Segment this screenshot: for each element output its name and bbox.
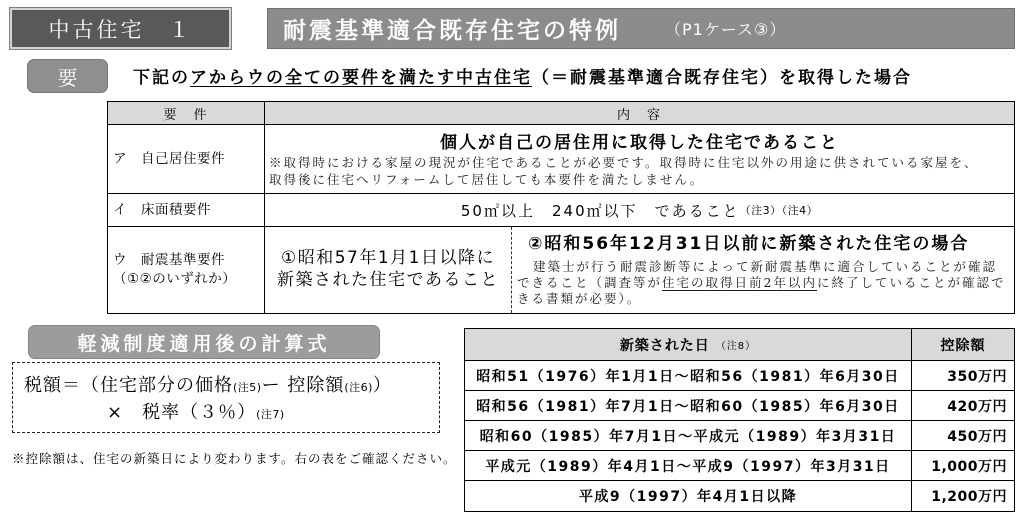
deduction-header-amount	[912, 329, 1014, 361]
table-row-amount: 1,000万円	[912, 451, 1014, 481]
seismic-option1	[265, 227, 512, 313]
floor-area-content-cell	[265, 194, 1014, 227]
seismic-option2-title: ②昭和56年12月31日以前に新築された住宅の場合	[528, 234, 970, 254]
requirement-intro	[133, 66, 912, 90]
table-row-date: 平成元（1989）年4月1日～平成9（1997）年3月31日	[465, 451, 912, 481]
self-residence-label-cell	[108, 125, 265, 194]
table-row-date: 平成9（1997）年4月1日以降	[465, 481, 912, 511]
requirement-badge	[27, 59, 108, 93]
page-title-case-note: （P1ケース③）	[665, 20, 787, 39]
formula-line1-part1: 税額＝（住宅部分の価格	[24, 375, 233, 396]
formula-line1	[24, 374, 392, 400]
formula-ref-7: (注7)	[256, 408, 285, 421]
note-line2-underlined: 住宅の取得日前2年以内	[662, 275, 817, 290]
table-row-amount: 1,200万円	[931, 489, 1007, 505]
self-residence-note-line2: 取得後に住宅へリフォームして居住しても本要件を満たしません。	[269, 172, 705, 187]
formula-title-bar	[28, 325, 380, 359]
table-row-amount: 350万円	[912, 361, 1014, 391]
formula-title: 軽減制度適用後の計算式	[77, 332, 331, 355]
seismic-option1-line1: ①昭和57年1月1日以降に	[280, 248, 495, 268]
seismic-option2-note-line2	[517, 275, 1014, 291]
floor-area-note-refs: （注3）（注4）	[739, 204, 819, 217]
seismic-label: ウ 耐震基準要件	[113, 252, 225, 268]
title-bar	[267, 8, 1015, 49]
seismic-label-cell	[108, 227, 265, 313]
deduction-table	[464, 328, 1015, 512]
formula-ref-6: (注6)	[344, 381, 373, 394]
seismic-option2	[512, 227, 1014, 313]
formula-box	[12, 362, 440, 433]
intro-text-before: 下記の	[133, 68, 190, 88]
self-residence-label: ア 自己居住要件	[113, 150, 225, 167]
table-row-amount: 450万円	[912, 421, 1014, 451]
seismic-option2-notes	[517, 259, 1014, 307]
formula-line1-part2: ー 控除額	[261, 375, 345, 396]
seismic-sublabel: （①②のいずれか）	[113, 271, 237, 287]
note-line2-after: に終了していることが確認で	[816, 275, 1006, 290]
table-row-date: 昭和60（1985）年7月1日～平成元（1989）年3月31日	[465, 421, 912, 451]
table-row-amount: 420万円	[912, 391, 1014, 421]
seismic-option2-note-line1: 建築士が行う耐震診断等によって新耐震基準に適合していることが確認	[533, 259, 998, 274]
floor-area-label: イ 床面積要件	[113, 201, 211, 218]
floor-area-main: 50㎡以上 240㎡以下 であること	[460, 201, 740, 220]
intro-text-after: （＝耐震基準適合既存住宅）を取得した場合	[532, 68, 912, 88]
self-residence-notes	[265, 154, 1014, 188]
note-line2-before: できること（調査等が	[517, 275, 663, 290]
page-title: 耐震基準適合既存住宅の特例	[283, 18, 621, 44]
header-content-label: 内 容	[616, 107, 662, 123]
section-title-box	[10, 8, 231, 49]
formula-footnote: ※控除額は、住宅の新築日により変わります。右の表をご確認ください。	[12, 451, 457, 466]
requirement-badge-label: 要	[57, 65, 78, 90]
requirements-table	[107, 101, 1015, 314]
seismic-option2-note-line3: きる書類が必要）。	[517, 291, 642, 306]
header-requirement-label: 要 件	[163, 107, 209, 123]
header-amount-label: 控除額	[940, 337, 986, 354]
table-row-date: 昭和56（1981）年7月1日～昭和60（1985）年6月30日	[465, 391, 912, 421]
formula-ref-5: (注5)	[233, 381, 262, 394]
formula-line2-part1: × 税率（３％）	[107, 402, 257, 423]
self-residence-content-cell	[265, 125, 1014, 194]
header-date-ref: （注8）	[715, 341, 757, 352]
section-title: 中古住宅 １	[48, 17, 193, 42]
floor-area-label-cell	[108, 194, 265, 227]
self-residence-note-line1: ※取得時における家屋の現況が住宅であることが必要です。取得時に住宅以外の用途に供されている家屋を、	[269, 155, 979, 170]
requirements-header-requirement	[108, 102, 265, 125]
formula-line1-part3: ）	[372, 375, 392, 396]
self-residence-main: 個人が自己の居住用に取得した住宅であること	[440, 133, 839, 153]
deduction-header-date	[465, 329, 912, 361]
header-date-label: 新築された日	[619, 337, 710, 354]
table-row-date: 昭和51（1976）年1月1日～昭和56（1981）年6月30日	[465, 361, 912, 391]
formula-line2	[107, 401, 285, 427]
requirements-header-content	[265, 102, 1014, 125]
seismic-option1-line2: 新築された住宅であること	[277, 270, 499, 290]
intro-text-underlined: アからウの全ての要件を満たす中古住宅	[190, 68, 532, 88]
seismic-content-cell	[265, 227, 1014, 313]
